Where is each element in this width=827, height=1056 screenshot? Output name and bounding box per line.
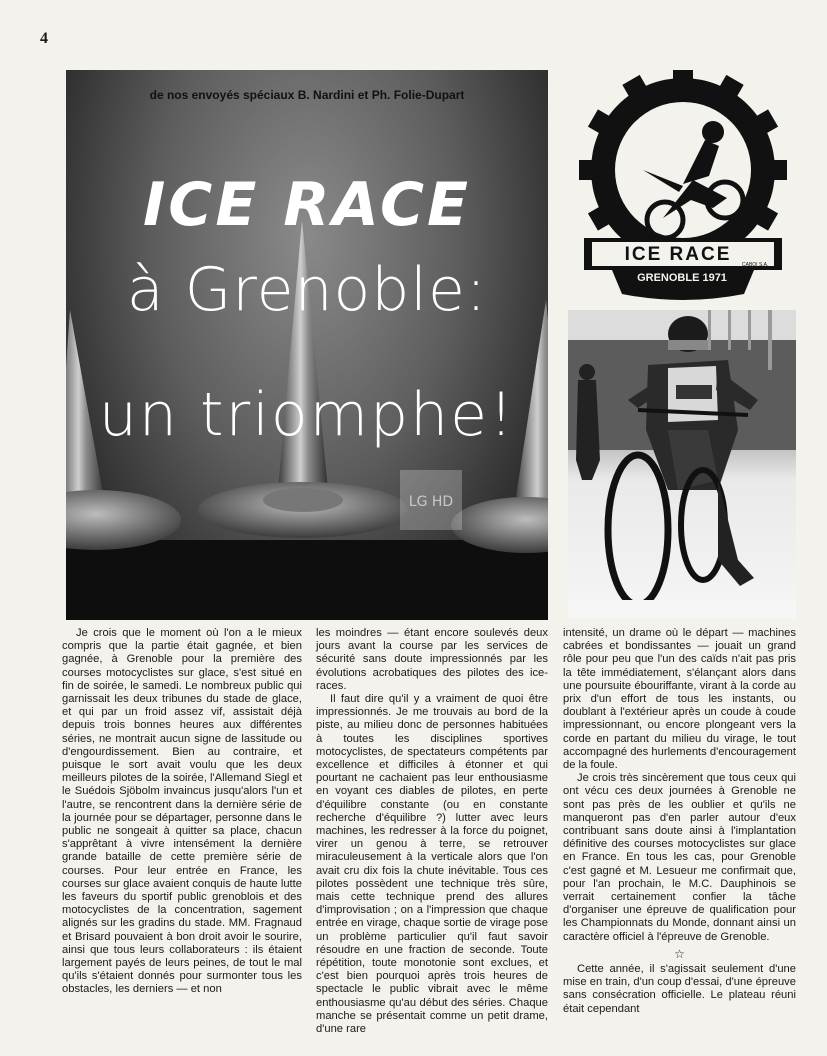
hero-photo	[66, 70, 548, 620]
svg-text:LG HD: LG HD	[408, 494, 454, 510]
rider-illustration	[568, 310, 796, 618]
paragraph: Il faut dire qu'il y a vraiment de quoi être impressionnés. Je me trouvais au bord de la piste, au milieu donc de personnes habituées à toutes les disciplines sportives motocyclistes, de spectateurs compétents par excellence et difficiles à étonner et qui pourtant ne cachaient pas leur enthousiasme en voyant ces diables de pilotes, en perte d'équilibre constante (ou en constante recherche d'équilibre ?) lutter avec leurs machines, les redresser à la force du poignet, virer un genou à terre, se retrouver miraculeusement à la verticale alors que l'on avait cru dix fois la chute inévitable. Tous ces pilotes possèdent une technique très sûre, mais cette technique prend des allures d'improvisation ; on a l'impression que chaque entrée en virage, chaque sortie de virage pose un problème particulier qu'il faut savoir résoudre en une fraction de seconde. Toute répétition, toute monotonie sont exclues, et c'est bien pourquoi après trois heures de spectacle le public vibrait avec le même enthousiasme qu'au début des séries. Chaque manche se présentait comme un petit drame, d'une rare	[316, 693, 548, 1036]
article-column-3	[563, 627, 796, 1016]
paragraph: intensité, un drame où le départ — machines cabrées et bondissantes — jouait un grand rôle pour peu que l'un des caïds n'ait pas pris la tête immédiatement, s'élançant alors dans une poursuite ébouriffante, virant à la corde au prix d'un effort de tous les instants, ou doublant à l'extérieur après un coude à coude impressionnant, ou encore plongeant vers la corde en partant du milieu du virage, le tout accompagné des hurlements d'encouragement de la foule.	[563, 627, 796, 772]
paragraph: Je crois que le moment où l'on a le mieux compris que la partie était gagnée, et bien gagnée, à Grenoble pour la première des courses motocyclistes sur glace, s'est situé en fin de soirée, le samedi. Le nombreux public qui garnissait les deux tribunes du stade de glace, et qui par un froid assez vif, assistait déjà depuis trois bonnes heures aux différentes séries, ne montrait aucun signe de lassitude ou d'engourdissement. Bien au contraire, et puisque le sort avait voulu que les deux meilleurs pilotes de la soirée, l'Allemand Siegl et le Suédois Sjöbolm invaincus jusqu'alors l'un et l'autre, se rencontrent dans la dernière série de la journée pour se départager, personne dans le public ne songeait à quitter sa place, chacun s'apprêtant à vivre intensément la dernière grande bataille de cette première série de courses. Pour leur entrée en France, les courses sur glace avaient conquis de haute lutte les faveurs du sportif public grenoblois et des motocyclistes de la concentration, sagement alignés sur les gradins du stade. MM. Fragnaud et Brisard pouvaient à bon droit avoir le sourire, ainsi que tous leurs collaborateurs : ils étaient largement payés de leurs peines, de tout le mal qu'ils s'étaient donnés pour surmonter tous les obstacles, les derniers — et non	[62, 627, 302, 996]
paragraph: les moindres — étant encore soulevés deux jours avant la course par les services de sécurité sans doute impressionnés par les évolutions acrobatiques des pilotes des ice-races.	[316, 627, 548, 692]
logo-title: ICE RACE	[624, 244, 732, 265]
title-line-1: ICE RACE	[142, 170, 472, 240]
rider-photo	[568, 310, 796, 618]
section-separator-star: ☆	[674, 946, 685, 961]
watermark-logo	[400, 470, 462, 530]
logo-subtitle: GRENOBLE 1971	[637, 272, 727, 284]
title-line-2: à Grenoble:	[126, 255, 488, 325]
paragraph: Cette année, il s'agissait seulement d'une mise en train, d'un coup d'essai, d'une épreuve sans consécration officielle. Le plateau réuni était cependant	[563, 963, 796, 1015]
title-line-3: un triomphe!	[98, 380, 516, 450]
article-column-2	[316, 627, 548, 1036]
byline: de nos envoyés spéciaux B. Nardini et Ph. Folie-Dupart	[149, 88, 465, 102]
article-column-1	[62, 627, 302, 997]
page-number: 4	[40, 30, 48, 47]
logo-small: CABOI S.A.	[742, 262, 769, 268]
paragraph: Je crois très sincèrement que tous ceux qui ont vécu ces deux journées à Grenoble ne sont pas près de les oublier et qu'ils ne manqueront pas d'en parler autour d'eux contribuant sans doute ainsi à l'implantation définitive des courses motocyclistes sur glace en France. En tous les cas, pour Grenoble c'est gagné et M. Lesueur me confirmait que, pour l'an prochain, le M.C. Dauphinois se verrait certainement confier la tâche d'organiser une épreuve de qualification pour les Championnats du Monde, donnant ainsi un caractère officiel à l'épreuve de Grenoble.	[563, 772, 796, 943]
ice-spikes-illustration	[66, 70, 548, 620]
